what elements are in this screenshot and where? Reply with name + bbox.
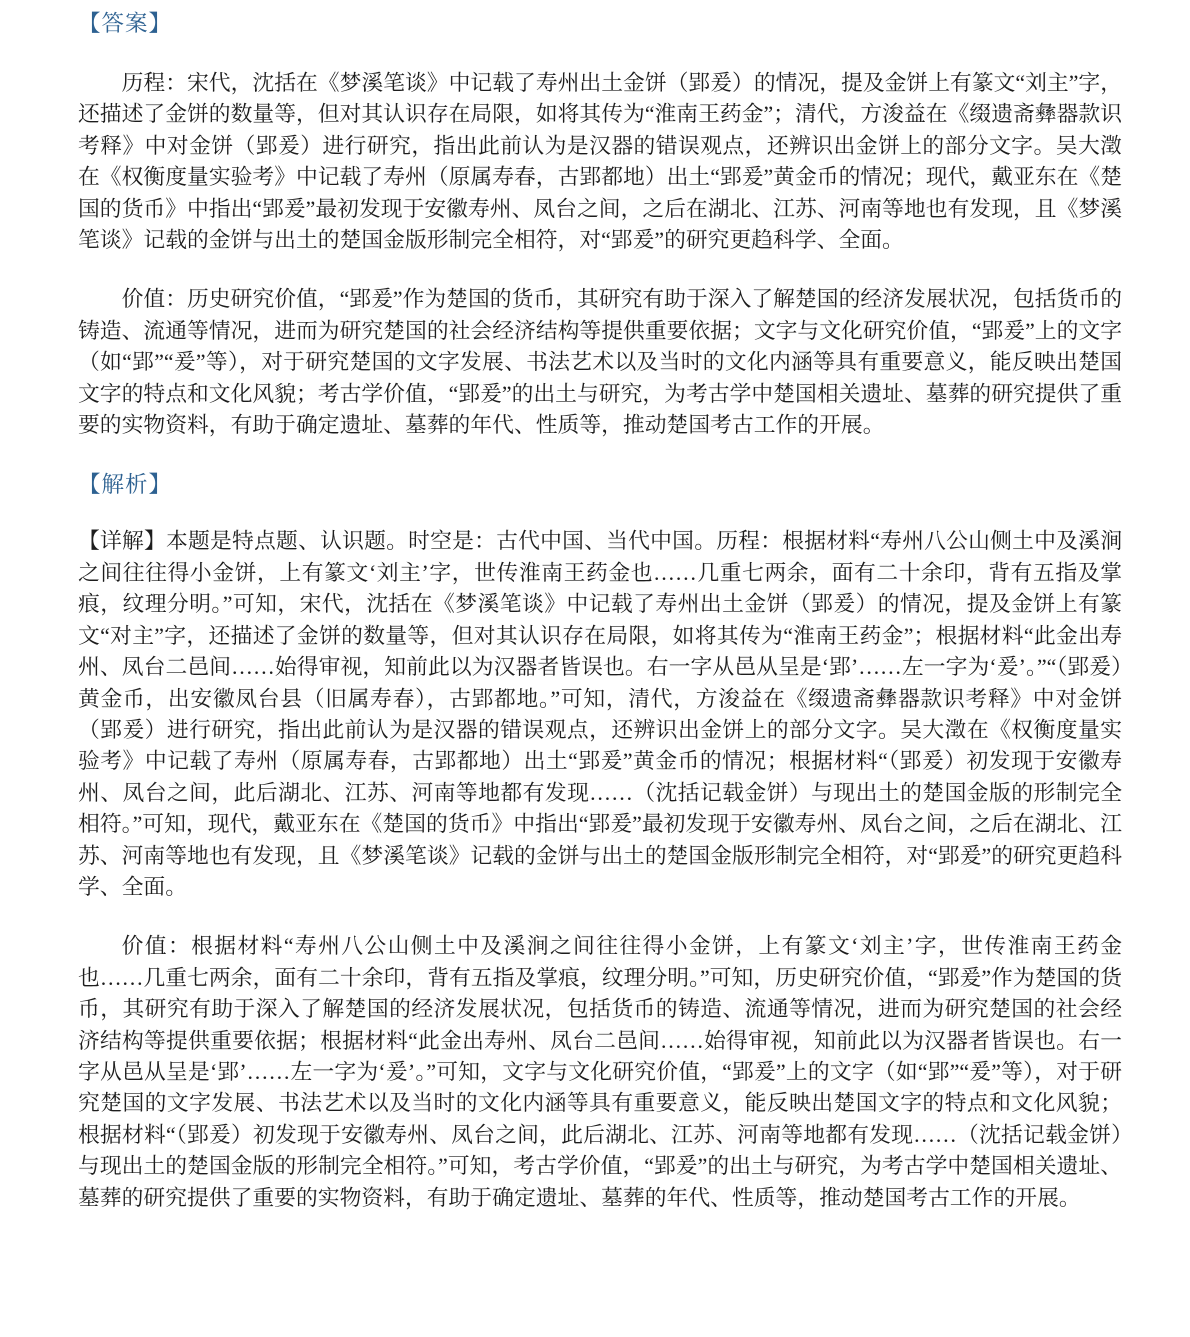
analysis-detail-paragraph: 【详解】本题是特点题、认识题。时空是：古代中国、当代中国。历程：根据材料“寿州八公山侧土中及溪涧之间往往得小金饼，上有篆文‘刘主’字，世传淮南王药金也……几重七两余，面有二十余印，背有五指及掌痕，纹理分明。”可知，宋代，沈括在《梦溪笔谈》中记载了寿州出土金饼（郢爰）的情况，提及金饼上有篆文“对主”字，还描述了金饼的数量等，但对其认识存在局限，如将其传为“淮南王药金”；根据材料“此金出寿州、凤台二邑间……始得审视，知前此以为汉器者皆误也。右一字从邑从呈是‘郢’……左一字为‘爰’。”“（郢爰）黄金币，出安徽凤台县（旧属寿春），古郢都地。”可知，清代，方浚益在《缀遗斋彝器款识考释》中对金饼（郢爰）进行研究，指出此前认为是汉器的错误观点，还辨识出金饼上的部分文字。吴大澂在《权衡度量实验考》中记载了寿州（原属寿春，古郢都地）出土“郢爰”黄金币的情况；根据材料“（郢爰）初发现于安徽寿州、凤台之间，此后湖北、江苏、河南等地都有发现……（沈括记载金饼）与现出土的楚国金版的形制完全相符。”可知，现代，戴亚东在《楚国的货币》中指出“郢爰”最初发现于安徽寿州、凤台之间，之后在湖北、江苏、河南等地也有发现，且《梦溪笔谈》记载的金饼与出土的楚国金版形制完全相符，对“郢爰”的研究更趋科学、全面。 (78, 529, 1122, 899)
answer-section-header: 【答案】 (78, 11, 173, 36)
answer-value-paragraph: 价值：历史研究价值，“郢爰”作为楚国的货币，其研究有助于深入了解楚国的经济发展状况，包括货币的铸造、流通等情况，进而为研究楚国的社会经济结构等提供重要依据；文字与文化研究价值，“郢爰”上的文字（如“郢”“爰”等），对于研究楚国的文字发展、书法艺术以及当时的文化内涵等具有重要意义，能反映出楚国文字的特点和文化风貌；考古学价值，“郢爰”的出土与研究，为考古学中楚国相关遗址、墓葬的研究提供了重要的实物资料，有助于确定遗址、墓葬的年代、性质等，推动楚国考古工作的开展。 (78, 287, 1122, 438)
answer-history-paragraph: 历程：宋代，沈括在《梦溪笔谈》中记载了寿州出土金饼（郢爰）的情况，提及金饼上有篆文“刘主”字，还描述了金饼的数量等，但对其认识存在局限，如将其传为“淮南王药金”；清代，方浚益在《缀遗斋彝器款识考释》中对金饼（郢爰）进行研究，指出此前认为是汉器的错误观点，还辨识出金饼上的部分文字。吴大澂在《权衡度量实验考》中记载了寿州（原属寿春，古郢都地）出土“郢爰”黄金币的情况；现代，戴亚东在《楚国的货币》中指出“郢爰”最初发现于安徽寿州、凤台之间，之后在湖北、江苏、河南等地也有发现，且《梦溪笔谈》记载的金饼与出土的楚国金版形制完全相符，对“郢爰”的研究更趋科学、全面。 (78, 71, 1122, 253)
analysis-value-paragraph: 价值：根据材料“寿州八公山侧土中及溪涧之间往往得小金饼，上有篆文‘刘主’字，世传淮南王药金也……几重七两余，面有二十余印，背有五指及掌痕，纹理分明。”可知，历史研究价值，“郢爰”作为楚国的货币，其研究有助于深入了解楚国的经济发展状况，包括货币的铸造、流通等情况，进而为研究楚国的社会经济结构等提供重要依据；根据材料“此金出寿州、凤台二邑间……始得审视，知前此以为汉器者皆误也。右一字从邑从呈是‘郢’……左一字为‘爰’。”可知，文字与文化研究价值，“郢爰”上的文字（如“郢”“爰”等），对于研究楚国的文字发展、书法艺术以及当时的文化内涵等具有重要意义，能反映出楚国文字的特点和文化风貌；根据材料“（郢爰）初发现于安徽寿州、凤台之间，此后湖北、江苏、河南等地都有发现……（沈括记载金饼）与现出土的楚国金版的形制完全相符。”可知，考古学价值，“郢爰”的出土与研究，为考古学中楚国相关遗址、墓葬的研究提供了重要的实物资料，有助于确定遗址、墓葬的年代、性质等，推动楚国考古工作的开展。 (78, 934, 1122, 1210)
analysis-section-header: 【解析】 (78, 472, 173, 498)
